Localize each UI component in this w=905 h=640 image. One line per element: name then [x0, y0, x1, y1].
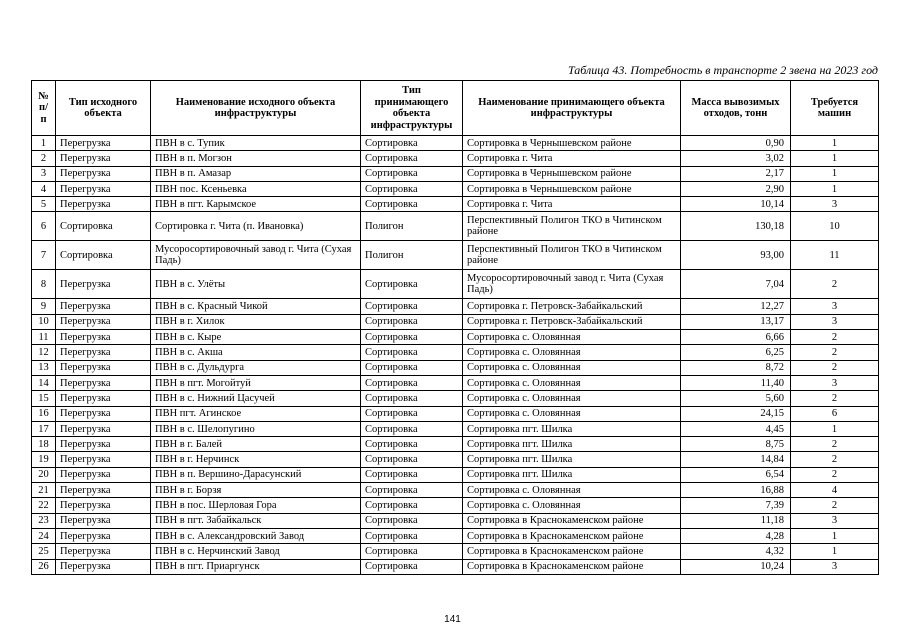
cell-source-name: Мусоросортировочный завод г. Чита (Сухая Падь)	[151, 241, 361, 270]
cell-source-type: Перегрузка	[56, 197, 151, 212]
cell-destination-name: Сортировка в Краснокаменском районе	[463, 559, 681, 574]
table-row	[32, 406, 879, 421]
cell-number: 11	[32, 330, 56, 345]
cell-destination-type: Сортировка	[361, 528, 463, 543]
cell-number: 6	[32, 212, 56, 241]
cell-source-type: Перегрузка	[56, 166, 151, 181]
cell-source-name: ПВН пос. Ксеньевка	[151, 181, 361, 196]
cell-trucks-required: 6	[791, 406, 879, 421]
cell-trucks-required: 1	[791, 421, 879, 436]
cell-number: 17	[32, 421, 56, 436]
cell-source-type: Перегрузка	[56, 314, 151, 329]
cell-source-name: ПВН в г. Нерчинск	[151, 452, 361, 467]
cell-source-name: ПВН в пгт. Забайкальск	[151, 513, 361, 528]
cell-source-type: Перегрузка	[56, 330, 151, 345]
cell-destination-type: Сортировка	[361, 166, 463, 181]
cell-number: 23	[32, 513, 56, 528]
cell-destination-name: Сортировка пгт. Шилка	[463, 437, 681, 452]
cell-destination-type: Сортировка	[361, 513, 463, 528]
cell-trucks-required: 3	[791, 375, 879, 390]
table-row	[32, 437, 879, 452]
cell-destination-type: Сортировка	[361, 314, 463, 329]
cell-destination-type: Сортировка	[361, 299, 463, 314]
cell-source-name: ПВН в с. Нижний Цасучей	[151, 391, 361, 406]
table-header-row	[32, 81, 879, 136]
cell-source-type: Перегрузка	[56, 528, 151, 543]
cell-source-name: ПВН пгт. Агинское	[151, 406, 361, 421]
cell-source-type: Перегрузка	[56, 345, 151, 360]
table-row	[32, 212, 879, 241]
cell-destination-name: Сортировка в Краснокаменском районе	[463, 513, 681, 528]
cell-destination-type: Сортировка	[361, 421, 463, 436]
cell-number: 9	[32, 299, 56, 314]
transport-table	[31, 80, 879, 575]
cell-trucks-required: 3	[791, 513, 879, 528]
cell-number: 26	[32, 559, 56, 574]
cell-destination-type: Сортировка	[361, 437, 463, 452]
cell-number: 25	[32, 544, 56, 559]
cell-destination-name: Сортировка г. Петровск-Забайкальский	[463, 299, 681, 314]
cell-trucks-required: 2	[791, 270, 879, 299]
cell-waste-mass: 2,17	[681, 166, 791, 181]
cell-destination-name: Сортировка пгт. Шилка	[463, 452, 681, 467]
cell-source-name: ПВН в п. Могзон	[151, 151, 361, 166]
cell-waste-mass: 16,88	[681, 483, 791, 498]
cell-source-type: Перегрузка	[56, 299, 151, 314]
cell-waste-mass: 7,39	[681, 498, 791, 513]
cell-destination-type: Сортировка	[361, 360, 463, 375]
cell-destination-name: Мусоросортировочный завод г. Чита (Сухая Падь)	[463, 270, 681, 299]
cell-source-type: Перегрузка	[56, 437, 151, 452]
cell-trucks-required: 3	[791, 197, 879, 212]
cell-destination-type: Сортировка	[361, 467, 463, 482]
cell-number: 13	[32, 360, 56, 375]
cell-waste-mass: 13,17	[681, 314, 791, 329]
cell-waste-mass: 6,25	[681, 345, 791, 360]
cell-destination-name: Сортировка в Чернышевском районе	[463, 181, 681, 196]
table-row	[32, 528, 879, 543]
cell-source-name: ПВН в с. Александровский Завод	[151, 528, 361, 543]
cell-trucks-required: 2	[791, 330, 879, 345]
cell-destination-name: Сортировка г. Чита	[463, 151, 681, 166]
table-row	[32, 544, 879, 559]
table-row	[32, 452, 879, 467]
table-row	[32, 345, 879, 360]
cell-destination-name: Сортировка с. Оловянная	[463, 483, 681, 498]
cell-waste-mass: 2,90	[681, 181, 791, 196]
cell-destination-name: Сортировка г. Петровск-Забайкальский	[463, 314, 681, 329]
cell-source-type: Перегрузка	[56, 360, 151, 375]
cell-source-name: ПВН в пос. Шерловая Гора	[151, 498, 361, 513]
cell-destination-type: Сортировка	[361, 452, 463, 467]
cell-source-type: Перегрузка	[56, 181, 151, 196]
cell-destination-type: Полигон	[361, 212, 463, 241]
cell-number: 19	[32, 452, 56, 467]
cell-source-name: ПВН в г. Балей	[151, 437, 361, 452]
cell-trucks-required: 4	[791, 483, 879, 498]
table-body	[32, 136, 879, 575]
cell-source-type: Перегрузка	[56, 391, 151, 406]
cell-source-name: ПВН в с. Улёты	[151, 270, 361, 299]
cell-waste-mass: 8,72	[681, 360, 791, 375]
table-row	[32, 136, 879, 151]
cell-number: 2	[32, 151, 56, 166]
cell-destination-name: Сортировка пгт. Шилка	[463, 421, 681, 436]
cell-destination-name: Перспективный Полигон ТКО в Читинском районе	[463, 241, 681, 270]
cell-destination-type: Сортировка	[361, 330, 463, 345]
cell-source-name: ПВН в с. Дульдурга	[151, 360, 361, 375]
cell-source-name: ПВН в с. Тупик	[151, 136, 361, 151]
cell-trucks-required: 1	[791, 528, 879, 543]
cell-trucks-required: 1	[791, 136, 879, 151]
cell-waste-mass: 6,66	[681, 330, 791, 345]
cell-source-name: ПВН в с. Нерчинский Завод	[151, 544, 361, 559]
cell-trucks-required: 3	[791, 559, 879, 574]
cell-source-type: Перегрузка	[56, 498, 151, 513]
cell-source-name: ПВН в г. Хилок	[151, 314, 361, 329]
table-row	[32, 483, 879, 498]
cell-destination-name: Сортировка с. Оловянная	[463, 330, 681, 345]
cell-source-name: Сортировка г. Чита (п. Ивановка)	[151, 212, 361, 241]
cell-number: 5	[32, 197, 56, 212]
table-row	[32, 299, 879, 314]
cell-source-type: Перегрузка	[56, 136, 151, 151]
cell-waste-mass: 7,04	[681, 270, 791, 299]
cell-number: 4	[32, 181, 56, 196]
column-header-waste-mass: Масса вывозимых отходов, тонн	[681, 81, 791, 136]
cell-trucks-required: 1	[791, 166, 879, 181]
column-header-number: № п/п	[32, 81, 56, 136]
table-caption: Таблица 43. Потребность в транспорте 2 звена на 2023 год	[567, 63, 878, 77]
cell-destination-name: Сортировка в Чернышевском районе	[463, 166, 681, 181]
cell-number: 14	[32, 375, 56, 390]
cell-number: 24	[32, 528, 56, 543]
cell-waste-mass: 130,18	[681, 212, 791, 241]
column-header-source-type: Тип исходного объекта	[56, 81, 151, 136]
cell-trucks-required: 2	[791, 437, 879, 452]
column-header-destination-name: Наименование принимающего объекта инфраструктуры	[463, 81, 681, 136]
cell-source-type: Перегрузка	[56, 483, 151, 498]
cell-source-type: Перегрузка	[56, 151, 151, 166]
cell-destination-type: Сортировка	[361, 375, 463, 390]
table-row	[32, 241, 879, 270]
cell-destination-type: Сортировка	[361, 406, 463, 421]
cell-trucks-required: 2	[791, 345, 879, 360]
cell-number: 18	[32, 437, 56, 452]
table-row	[32, 498, 879, 513]
cell-trucks-required: 11	[791, 241, 879, 270]
cell-destination-type: Сортировка	[361, 544, 463, 559]
cell-trucks-required: 2	[791, 498, 879, 513]
table-row	[32, 467, 879, 482]
cell-destination-type: Сортировка	[361, 181, 463, 196]
table-row	[32, 197, 879, 212]
table-row	[32, 270, 879, 299]
cell-waste-mass: 4,28	[681, 528, 791, 543]
cell-source-type: Сортировка	[56, 241, 151, 270]
cell-destination-type: Полигон	[361, 241, 463, 270]
cell-trucks-required: 3	[791, 299, 879, 314]
cell-source-name: ПВН в с. Кыре	[151, 330, 361, 345]
table-row	[32, 513, 879, 528]
cell-number: 16	[32, 406, 56, 421]
cell-destination-name: Сортировка г. Чита	[463, 197, 681, 212]
table-row	[32, 166, 879, 181]
cell-number: 20	[32, 467, 56, 482]
cell-trucks-required: 2	[791, 360, 879, 375]
cell-source-name: ПВН в п. Вершино-Дарасунский	[151, 467, 361, 482]
cell-destination-type: Сортировка	[361, 197, 463, 212]
table-row	[32, 375, 879, 390]
cell-number: 8	[32, 270, 56, 299]
cell-destination-name: Сортировка с. Оловянная	[463, 345, 681, 360]
cell-number: 3	[32, 166, 56, 181]
cell-waste-mass: 24,15	[681, 406, 791, 421]
cell-trucks-required: 1	[791, 181, 879, 196]
cell-destination-name: Сортировка с. Оловянная	[463, 360, 681, 375]
cell-destination-name: Сортировка с. Оловянная	[463, 375, 681, 390]
cell-number: 7	[32, 241, 56, 270]
table-row	[32, 314, 879, 329]
cell-destination-type: Сортировка	[361, 483, 463, 498]
cell-source-type: Перегрузка	[56, 559, 151, 574]
cell-trucks-required: 2	[791, 391, 879, 406]
cell-number: 15	[32, 391, 56, 406]
cell-source-type: Перегрузка	[56, 452, 151, 467]
cell-destination-type: Сортировка	[361, 391, 463, 406]
cell-source-name: ПВН в пгт. Могойтуй	[151, 375, 361, 390]
table-row	[32, 151, 879, 166]
cell-source-name: ПВН в с. Шелопугино	[151, 421, 361, 436]
cell-destination-type: Сортировка	[361, 345, 463, 360]
cell-destination-name: Сортировка в Краснокаменском районе	[463, 544, 681, 559]
cell-source-type: Перегрузка	[56, 406, 151, 421]
cell-destination-name: Сортировка с. Оловянная	[463, 391, 681, 406]
cell-source-name: ПВН в с. Акша	[151, 345, 361, 360]
column-header-source-name: Наименование исходного объекта инфраструктуры	[151, 81, 361, 136]
cell-source-type: Перегрузка	[56, 513, 151, 528]
cell-destination-name: Сортировка с. Оловянная	[463, 406, 681, 421]
cell-source-type: Перегрузка	[56, 421, 151, 436]
cell-source-name: ПВН в с. Красный Чикой	[151, 299, 361, 314]
column-header-trucks-required: Требуется машин	[791, 81, 879, 136]
cell-source-type: Перегрузка	[56, 544, 151, 559]
cell-source-name: ПВН в п. Амазар	[151, 166, 361, 181]
table-row	[32, 421, 879, 436]
cell-destination-name: Сортировка с. Оловянная	[463, 498, 681, 513]
cell-number: 1	[32, 136, 56, 151]
cell-trucks-required: 1	[791, 151, 879, 166]
cell-waste-mass: 10,14	[681, 197, 791, 212]
cell-source-type: Перегрузка	[56, 467, 151, 482]
cell-source-name: ПВН в пгт. Приаргунск	[151, 559, 361, 574]
cell-waste-mass: 10,24	[681, 559, 791, 574]
cell-waste-mass: 4,45	[681, 421, 791, 436]
cell-trucks-required: 2	[791, 452, 879, 467]
cell-source-type: Перегрузка	[56, 270, 151, 299]
table-row	[32, 391, 879, 406]
cell-destination-type: Сортировка	[361, 151, 463, 166]
cell-waste-mass: 11,40	[681, 375, 791, 390]
table-row	[32, 559, 879, 574]
cell-source-type: Сортировка	[56, 212, 151, 241]
cell-waste-mass: 14,84	[681, 452, 791, 467]
cell-waste-mass: 11,18	[681, 513, 791, 528]
cell-destination-name: Сортировка в Чернышевском районе	[463, 136, 681, 151]
cell-waste-mass: 93,00	[681, 241, 791, 270]
cell-waste-mass: 0,90	[681, 136, 791, 151]
cell-number: 21	[32, 483, 56, 498]
cell-number: 10	[32, 314, 56, 329]
cell-source-type: Перегрузка	[56, 375, 151, 390]
cell-destination-type: Сортировка	[361, 270, 463, 299]
cell-number: 22	[32, 498, 56, 513]
cell-destination-type: Сортировка	[361, 136, 463, 151]
cell-destination-name: Сортировка пгт. Шилка	[463, 467, 681, 482]
cell-waste-mass: 5,60	[681, 391, 791, 406]
table-row	[32, 181, 879, 196]
cell-trucks-required: 1	[791, 544, 879, 559]
cell-trucks-required: 2	[791, 467, 879, 482]
table-row	[32, 360, 879, 375]
cell-number: 12	[32, 345, 56, 360]
column-header-destination-type: Тип принимающего объекта инфраструктуры	[361, 81, 463, 136]
cell-trucks-required: 10	[791, 212, 879, 241]
cell-source-name: ПВН в пгт. Карымское	[151, 197, 361, 212]
cell-destination-type: Сортировка	[361, 559, 463, 574]
cell-waste-mass: 6,54	[681, 467, 791, 482]
cell-waste-mass: 8,75	[681, 437, 791, 452]
cell-destination-type: Сортировка	[361, 498, 463, 513]
cell-source-name: ПВН в г. Борзя	[151, 483, 361, 498]
page-number: 141	[444, 614, 461, 625]
cell-waste-mass: 4,32	[681, 544, 791, 559]
cell-destination-name: Сортировка в Краснокаменском районе	[463, 528, 681, 543]
cell-destination-name: Перспективный Полигон ТКО в Читинском районе	[463, 212, 681, 241]
cell-waste-mass: 3,02	[681, 151, 791, 166]
cell-trucks-required: 3	[791, 314, 879, 329]
table-row	[32, 330, 879, 345]
cell-waste-mass: 12,27	[681, 299, 791, 314]
